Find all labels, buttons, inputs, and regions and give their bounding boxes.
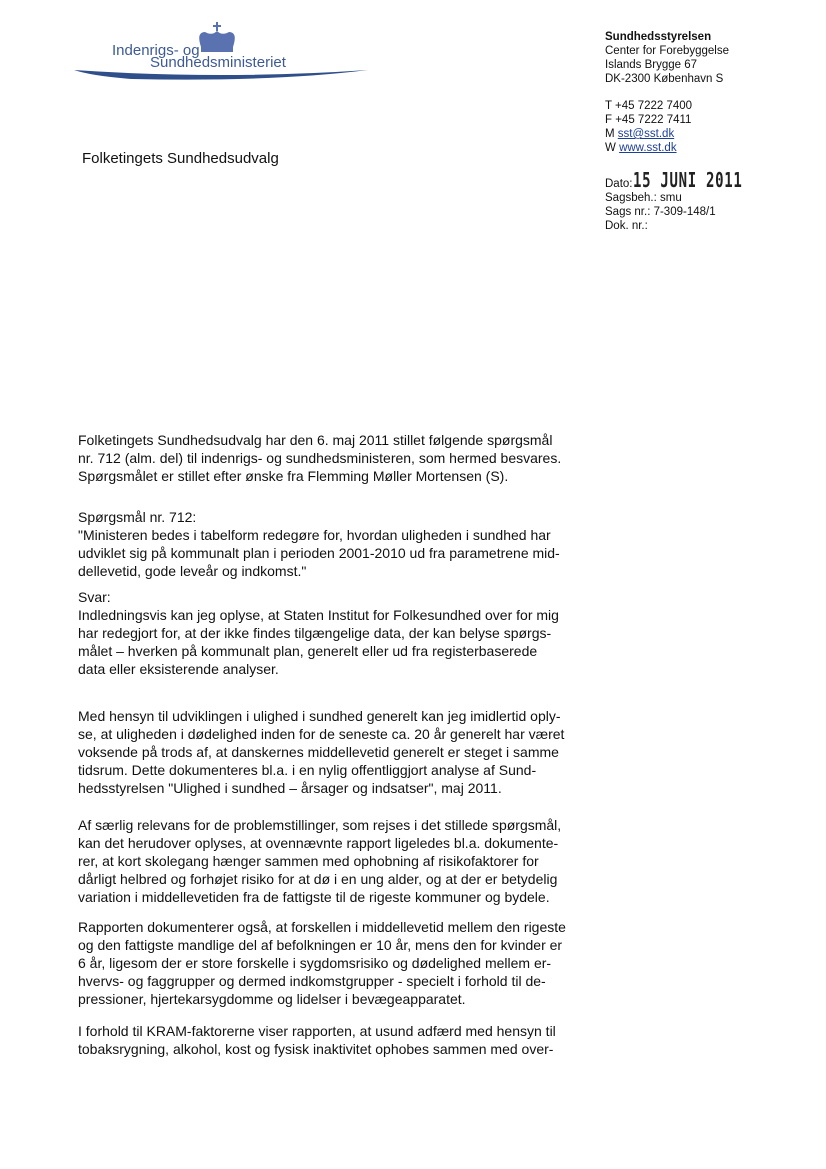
- paragraph: [78, 707, 564, 797]
- text-line: Spørgsmål nr. 712:: [78, 509, 197, 525]
- text-line: dårligt helbred og forhøjet risiko for at dø i en ung alder, og at der er betydelig: [78, 871, 558, 887]
- web-link[interactable]: www.sst.dk: [619, 142, 677, 154]
- paragraph: [78, 588, 559, 678]
- paragraph: [78, 508, 560, 580]
- mail-prefix: M: [605, 128, 615, 140]
- text-line: Svar:: [78, 589, 111, 605]
- paragraph: [78, 918, 566, 1008]
- logo-line1: Indenrigs- og: [112, 42, 200, 59]
- text-line: har redegjort for, at der ikke findes tilgængelige data, der kan belyse spørgs-: [78, 625, 552, 641]
- text-line: kan det herudover oplyses, at ovennævnte rapport ligeledes bl.a. dokumente-: [78, 835, 559, 851]
- paragraph: [78, 1022, 556, 1058]
- document-number: Dok. nr.:: [605, 220, 648, 232]
- sender-block: [605, 30, 789, 233]
- text-line: Med hensyn til udviklingen i ulighed i sundhed generelt kan jeg imidlertid oply-: [78, 708, 561, 724]
- text-line: dellevetid, gode leveår og indkomst.": [78, 563, 307, 579]
- text-line: rer, at kort skolegang hænger sammen med ophobning af risikofaktorer for: [78, 853, 539, 869]
- text-line: voksende på trods af, at danskernes middellevetid generelt er steget i samme: [78, 744, 559, 760]
- text-line: 6 år, ligesom der er store forskelle i sygdomsrisiko og dødelighed mellem er-: [78, 955, 552, 971]
- sender-street: Islands Brygge 67: [605, 59, 698, 71]
- logo-line2: Sundhedsministeriet: [150, 54, 286, 71]
- sender-city: DK-2300 København S: [605, 73, 724, 85]
- text-line: hvervs- og faggrupper og dermed indkomstgrupper - specielt i forhold til de-: [78, 973, 546, 989]
- text-line: målet – hverken på kommunalt plan, generelt eller ud fra registerbaserede: [78, 643, 538, 659]
- text-line: data eller eksisterende analyser.: [78, 661, 279, 677]
- text-line: variation i middellevetiden fra de fattigste til de rigeste kommuner og bydele.: [78, 889, 550, 905]
- text-line: Spørgsmålet er stillet efter ønske fra Flemming Møller Mortensen (S).: [78, 468, 509, 484]
- text-line: hedsstyrelsen "Ulighed i sundhed – årsager og indsatser", maj 2011.: [78, 780, 502, 796]
- text-line: tobaksrygning, alkohol, kost og fysisk inaktivitet ophobes sammen med over-: [78, 1041, 554, 1057]
- text-line: Indledningsvis kan jeg oplyse, at Staten Institut for Folkesundhed over for mig: [78, 607, 559, 623]
- sender-fax: F +45 7222 7411: [605, 114, 692, 126]
- text-line: nr. 712 (alm. del) til indenrigs- og sundhedsministeren, som hermed besvares.: [78, 450, 562, 466]
- date-label: Dato:: [605, 178, 633, 190]
- text-line: Folketingets Sundhedsudvalg har den 6. maj 2011 stillet følgende spørgsmål: [78, 432, 553, 448]
- sender-org: Sundhedsstyrelsen: [605, 31, 712, 43]
- text-line: I forhold til KRAM-faktorerne viser rapporten, at usund adfærd med hensyn til: [78, 1023, 556, 1039]
- text-line: og den fattigste mandlige del af befolkningen er 10 år, mens den for kvinder er: [78, 937, 563, 953]
- caseworker: Sagsbeh.: smu: [605, 192, 682, 204]
- ministry-logo: [72, 22, 372, 92]
- sender-phone: T +45 7222 7400: [605, 100, 693, 112]
- text-line: "Ministeren bedes i tabelform redegøre for, hvordan uligheden i sundhed har: [78, 527, 551, 543]
- recipient: Folketingets Sundhedsudvalg: [82, 150, 279, 167]
- text-line: Rapporten dokumenterer også, at forskellen i middellevetid mellem den rigeste: [78, 919, 566, 935]
- sender-dept: Center for Forebyggelse: [605, 45, 730, 57]
- case-number: Sags nr.: 7-309-148/1: [605, 206, 716, 218]
- mail-link[interactable]: sst@sst.dk: [617, 128, 675, 140]
- text-line: pressioner, hjertekarsygdomme og lidelser i bevægeapparatet.: [78, 991, 466, 1007]
- text-line: Af særlig relevans for de problemstillinger, som rejses i det stillede spørgsmål,: [78, 817, 562, 833]
- paragraph: [78, 431, 561, 485]
- text-line: tidsrum. Dette dokumenteres bl.a. i en nylig offentliggjort analyse af Sund-: [78, 762, 537, 778]
- text-line: udviklet sig på kommunalt plan i perioden 2001-2010 ud fra parametrene mid-: [78, 545, 560, 561]
- date-stamp: 15 JUNI 2011: [632, 168, 743, 192]
- web-prefix: W: [605, 142, 616, 154]
- text-line: se, at uligheden i dødelighed inden for de seneste ca. 20 år generelt har været: [78, 726, 565, 742]
- paragraph: [78, 816, 561, 906]
